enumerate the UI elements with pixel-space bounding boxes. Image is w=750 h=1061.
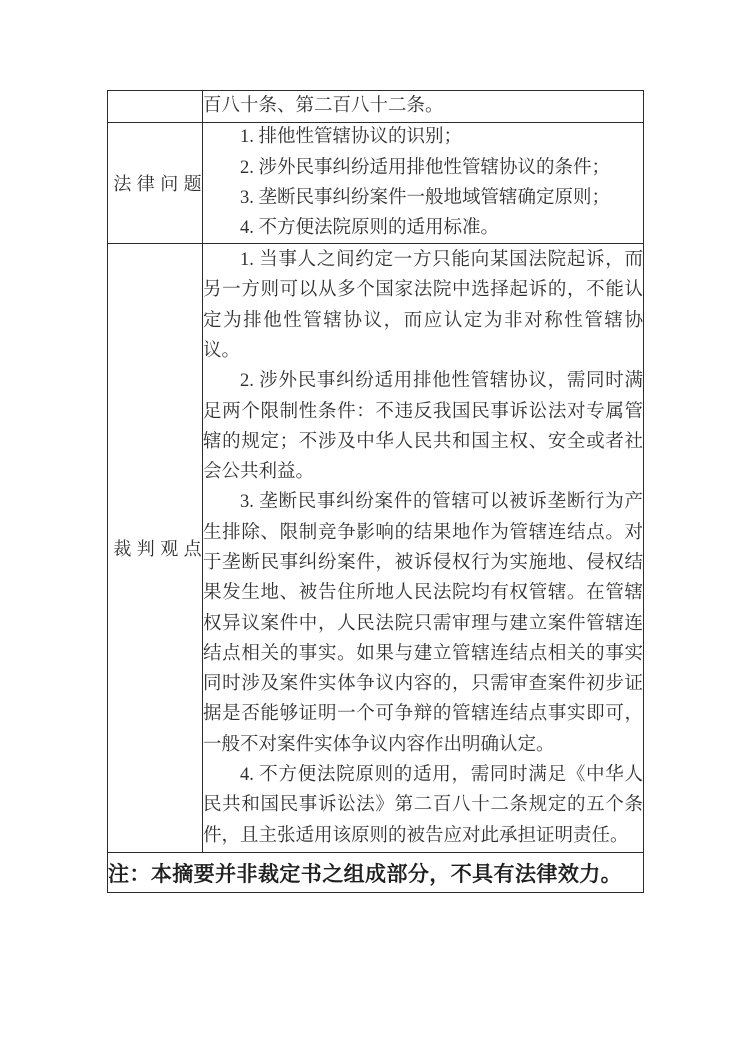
continuation-row-content-cell xyxy=(203,91,644,123)
continuation-text: 百八十条、第二百八十二条。 xyxy=(203,96,444,117)
case-summary-table xyxy=(107,90,644,893)
legal-issue-item: 2. 涉外民事纠纷适用排他性管辖协议的条件； xyxy=(240,157,611,178)
legal-issues-row xyxy=(108,123,644,244)
holding-paragraph: 4. 不方便法院原则的适用，需同时满足《中华人民共和国民事诉讼法》第二百八十二条规定的五个条件，且主张适用该原则的被告应对此承担证明责任。 xyxy=(203,765,643,846)
legal-issues-content-cell xyxy=(203,123,644,244)
holdings-label: 裁判观点 xyxy=(108,244,203,853)
legal-issue-item: 1. 排他性管辖协议的识别； xyxy=(240,127,463,148)
continuation-row-empty-label xyxy=(108,91,203,123)
note-row xyxy=(108,853,644,893)
holdings-content-cell xyxy=(203,244,644,853)
holdings-row xyxy=(108,244,644,853)
legal-issues-label: 法律问题 xyxy=(108,123,203,244)
legal-issue-item: 3. 垄断民事纠纷案件一般地域管辖确定原则； xyxy=(240,188,611,208)
holding-paragraph: 1. 当事人之间约定一方只能向某国法院起诉，而另一方则可以从多个国家法院中选择起诉的，不能认定为排他性管辖协议，而应认定为非对称性管辖协议。 xyxy=(203,250,643,361)
holding-paragraph: 3. 垄断民事纠纷案件的管辖可以被诉垄断行为产生排除、限制竞争影响的结果地作为管辖连结点。对于垄断民事纠纷案件，被诉侵权行为实施地、侵权结果发生地、被告住所地人民法院均有权管辖。在管辖权异议案件中，人民法院只需审理与建立案件管辖连结点相关的事实。如果与建立管辖连结点相关的事实同时涉及案件实体争议内容的，只需审查案件初步证据是否能够证明一个可争辩的管辖连结点事实即可，一般不对案件实体争议内容作出明确认定。 xyxy=(203,492,643,755)
holding-paragraph: 2. 涉外民事纠纷适用排他性管辖协议，需同时满足两个限制性条件：不违反我国民事诉讼法对专属管辖的规定；不涉及中华人民共和国主权、安全或者社会公共利益。 xyxy=(203,371,643,483)
note-text: 注：本摘要并非裁定书之组成部分，不具有法律效力。 xyxy=(108,853,644,893)
continuation-row xyxy=(108,91,644,123)
legal-issue-item: 4. 不方便法院原则的适用标准。 xyxy=(240,218,500,239)
